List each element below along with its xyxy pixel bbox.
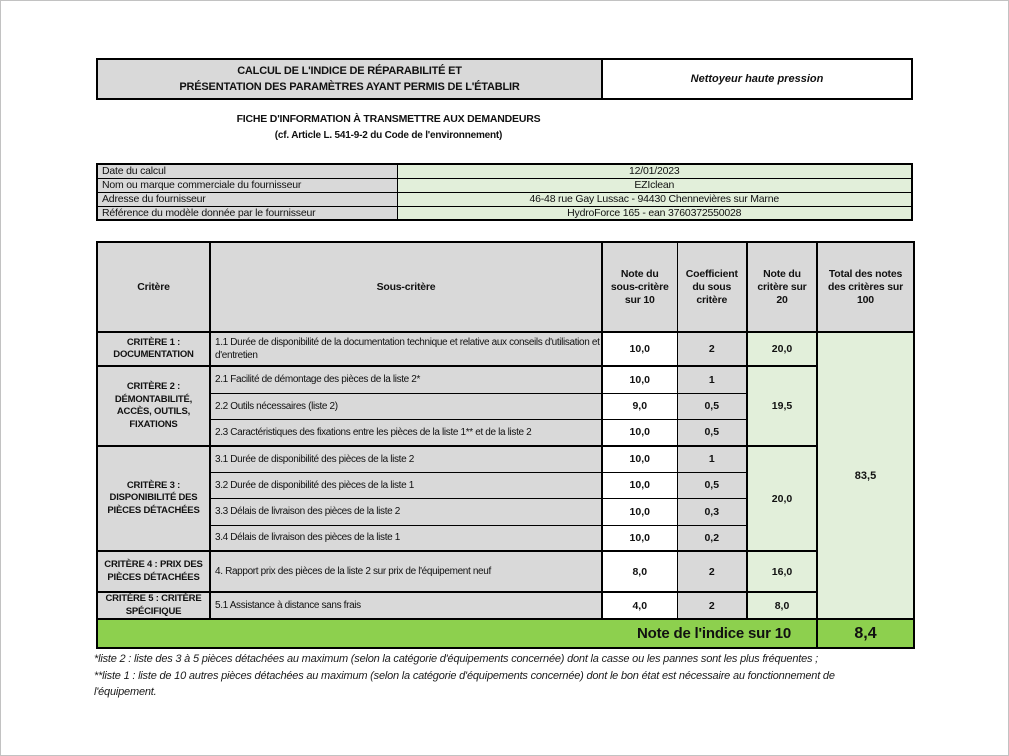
coeff-2-2: 0,5 <box>677 393 747 419</box>
criterion-3-cell: CRITÈRE 3 : DISPONIBILITÉ DES PIÈCES DÉTACHÉES <box>97 446 210 551</box>
criterion-2-cell: CRITÈRE 2 : DÉMONTABILITÉ, ACCÈS, OUTILS, FIXATIONS <box>97 366 210 446</box>
info-label-model-reference: Référence du modèle donnée par le fournisseur <box>97 206 397 220</box>
info-value-supplier-name: EZIclean <box>397 178 912 192</box>
score20-criterion-1: 20,0 <box>747 332 817 366</box>
table-row <box>97 192 912 206</box>
footnote-liste1: **liste 1 : liste de 10 autres pièces détachées au maximum (selon la catégorie d'équipements concernée) dont le bon état est nécessaire au fonctionnement de <box>94 669 835 682</box>
subcriterion-2-3: 2.3 Caractéristiques des fixations entre les pièces de la liste 1** et de la liste 2 <box>210 419 602 446</box>
info-label-supplier-name: Nom ou marque commerciale du fournisseur <box>97 178 397 192</box>
score20-criterion-2: 19,5 <box>747 366 817 446</box>
table-row <box>97 446 914 472</box>
coeff-5-1: 2 <box>677 592 747 619</box>
coeff-1-1: 2 <box>677 332 747 366</box>
subcriterion-2-2: 2.2 Outils nécessaires (liste 2) <box>210 393 602 419</box>
footnote-liste2: *liste 2 : liste des 3 à 5 pièces détachées au maximum (selon la catégorie d'équipements concernée) dont la casse ou les pannes sont les plus fréquentes ; <box>94 653 819 665</box>
subcriterion-2-1: 2.1 Facilité de démontage des pièces de la liste 2* <box>210 366 602 393</box>
table-row <box>97 206 912 220</box>
document-title-line1: CALCUL DE L'INDICE DE RÉPARABILITÉ ET <box>237 65 462 77</box>
table-row <box>97 551 914 592</box>
index-score-value: 8,4 <box>817 619 914 648</box>
subcriterion-3-3: 3.3 Délais de livraison des pièces de la liste 2 <box>210 498 602 525</box>
table-row <box>97 164 912 178</box>
coeff-2-1: 1 <box>677 366 747 393</box>
criterion-1-cell: CRITÈRE 1 : DOCUMENTATION <box>97 332 210 366</box>
document-title <box>96 58 603 100</box>
score20-criterion-5: 8,0 <box>747 592 817 619</box>
info-value-model-reference: HydroForce 165 - ean 3760372550028 <box>397 206 912 220</box>
score10-4: 8,0 <box>602 551 677 592</box>
criterion-4-cell: CRITÈRE 4 : PRIX DES PIÈCES DÉTACHÉES <box>97 551 210 592</box>
score10-2-1: 10,0 <box>602 366 677 393</box>
header-critere: Critère <box>97 242 210 332</box>
table-row <box>97 332 914 366</box>
criteria-table <box>96 241 915 649</box>
product-name: Nettoyeur haute pression <box>690 73 824 85</box>
header-sous-critere: Sous-critère <box>210 242 602 332</box>
document-subtitle <box>96 113 681 141</box>
coeff-4: 2 <box>677 551 747 592</box>
supplier-info-table <box>96 163 913 221</box>
score10-1-1: 10,0 <box>602 332 677 366</box>
score10-3-2: 10,0 <box>602 472 677 498</box>
score10-3-4: 10,0 <box>602 525 677 551</box>
score20-criterion-3: 20,0 <box>747 446 817 551</box>
score10-5-1: 4,0 <box>602 592 677 619</box>
table-row <box>97 366 914 393</box>
subcriterion-3-1: 3.1 Durée de disponibilité des pièces de la liste 2 <box>210 446 602 472</box>
footnotes <box>94 651 929 701</box>
coeff-3-4: 0,2 <box>677 525 747 551</box>
info-value-supplier-address: 46-48 rue Gay Lussac - 94430 Chennevières sur Marne <box>397 192 912 206</box>
footnote-liste1-continuation: l'équipement. <box>94 686 157 698</box>
coeff-3-2: 0,5 <box>677 472 747 498</box>
subtitle-line2: (cf. Article L. 541-9-2 du Code de l'environnement) <box>274 130 503 141</box>
score20-criterion-4: 16,0 <box>747 551 817 592</box>
score10-2-3: 10,0 <box>602 419 677 446</box>
score10-2-2: 9,0 <box>602 393 677 419</box>
subcriterion-5-1: 5.1 Assistance à distance sans frais <box>210 592 602 619</box>
subtitle-line1: FICHE D'INFORMATION À TRANSMETTRE AUX DEMANDEURS <box>236 113 541 125</box>
score10-3-3: 10,0 <box>602 498 677 525</box>
document-header <box>96 58 913 100</box>
info-label-date: Date du calcul <box>97 164 397 178</box>
header-note-sous-critere: Note du sous-critère sur 10 <box>602 242 677 332</box>
subcriterion-3-4: 3.4 Délais de livraison des pièces de la liste 1 <box>210 525 602 551</box>
subcriterion-3-2: 3.2 Durée de disponibilité des pièces de la liste 1 <box>210 472 602 498</box>
product-name-box <box>601 58 913 100</box>
score10-3-1: 10,0 <box>602 446 677 472</box>
coeff-3-3: 0,3 <box>677 498 747 525</box>
header-note-critere-20: Note du critère sur 20 <box>747 242 817 332</box>
table-row <box>97 178 912 192</box>
info-value-date: 12/01/2023 <box>397 164 912 178</box>
criterion-5-cell: CRITÈRE 5 : CRITÈRE SPÉCIFIQUE <box>97 592 210 619</box>
info-label-supplier-address: Adresse du fournisseur <box>97 192 397 206</box>
index-score-label: Note de l'indice sur 10 <box>97 619 817 648</box>
total-score-cell: 83,5 <box>817 332 914 619</box>
table-row <box>97 592 914 619</box>
index-score-row <box>97 619 914 648</box>
coeff-2-3: 0,5 <box>677 419 747 446</box>
subcriterion-4: 4. Rapport prix des pièces de la liste 2 sur prix de l'équipement neuf <box>210 551 602 592</box>
table-header-row <box>97 242 914 332</box>
header-total-100: Total des notes des critères sur 100 <box>817 242 914 332</box>
header-coefficient: Coefficient du sous critère <box>677 242 747 332</box>
document-title-line2: PRÉSENTATION DES PARAMÈTRES AYANT PERMIS DE L'ÉTABLIR <box>179 81 520 93</box>
subcriterion-1-1: 1.1 Durée de disponibilité de la documentation technique et relative aux conseils d'utilisation et d'entretien <box>210 332 602 366</box>
coeff-3-1: 1 <box>677 446 747 472</box>
